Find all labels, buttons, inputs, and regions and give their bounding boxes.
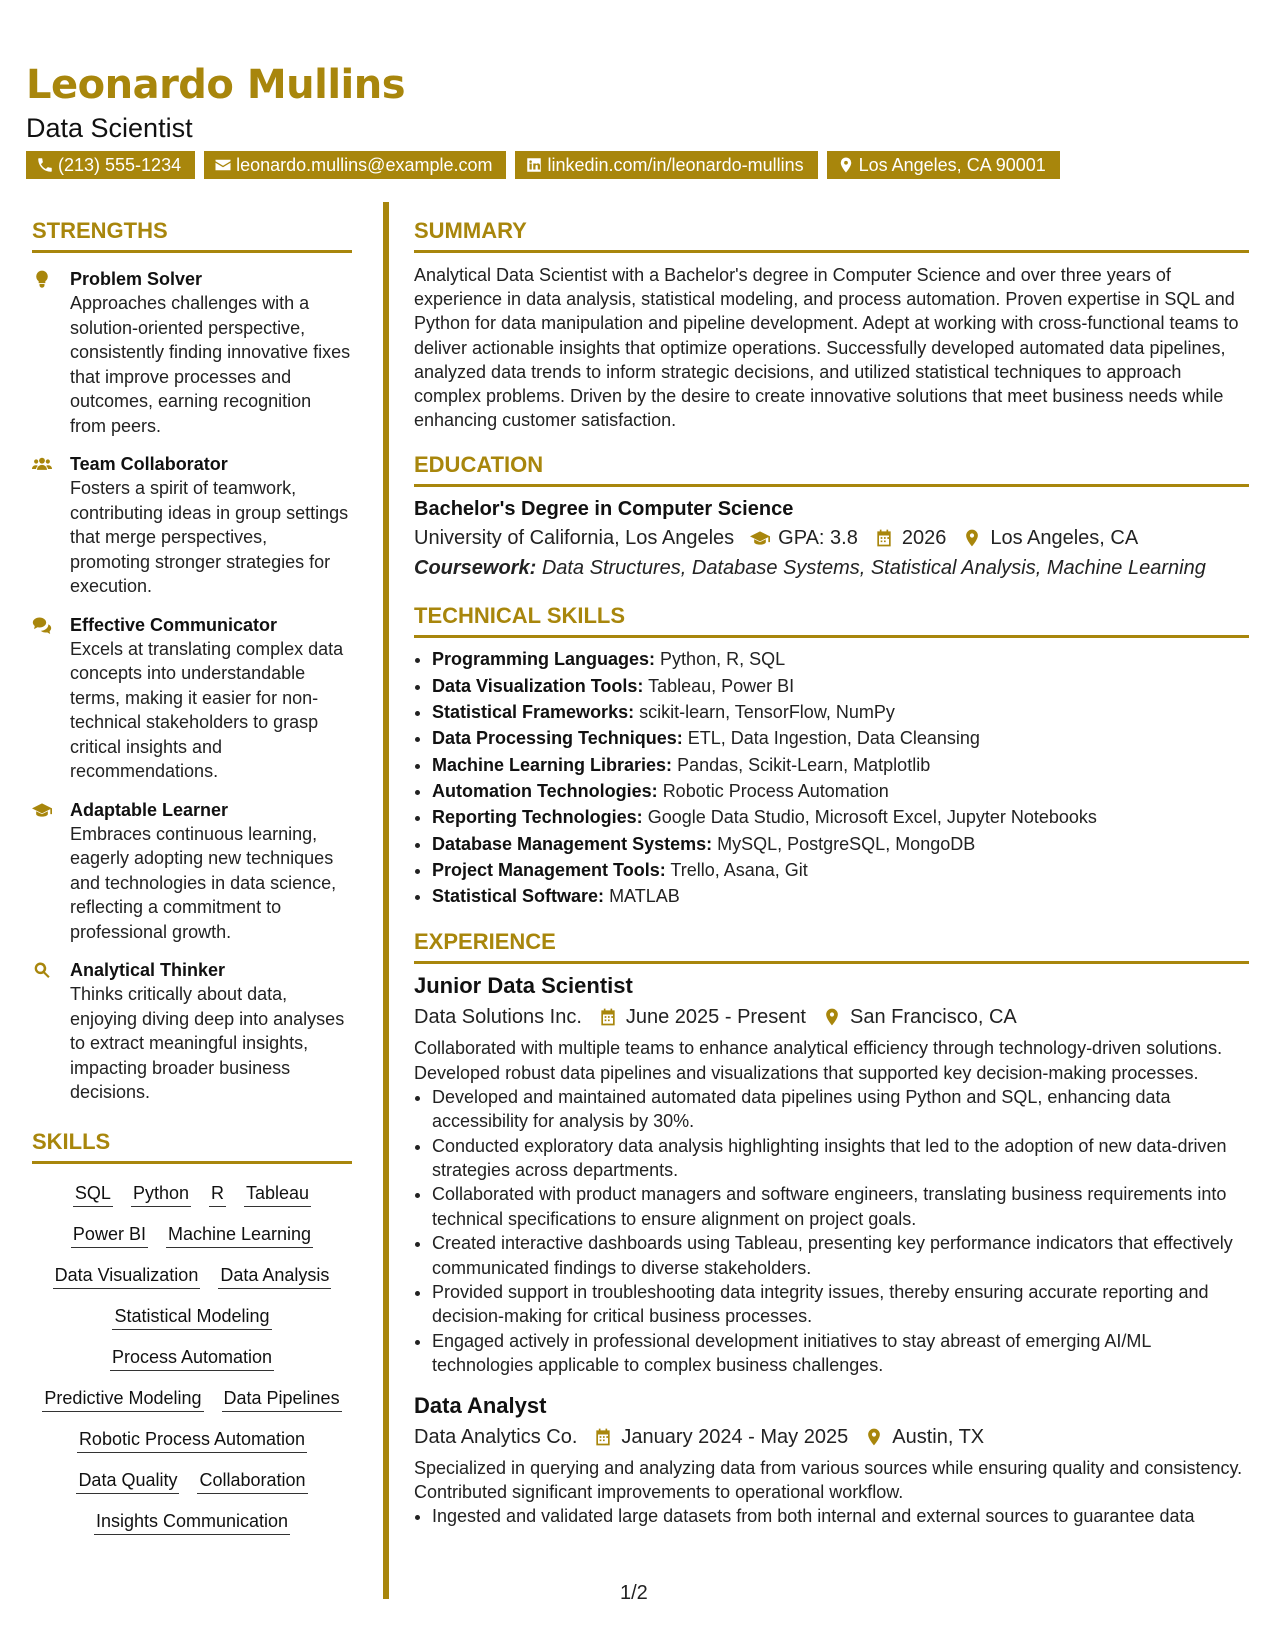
coursework-list: Data Structures, Database Systems, Statistical Analysis, Machine Learning: [541, 557, 1206, 580]
contact-linkedin[interactable]: [515, 151, 817, 179]
strength-description: Fosters a spirit of teamwork, contributing ideas in group settings that merge perspectives, promoting stronger strategies for execution.: [70, 478, 349, 596]
education-section: [414, 450, 1249, 583]
job-meta: [414, 1002, 1249, 1032]
list-item: • Data Visualization Tools: Tableau, Power BI: [432, 673, 1249, 699]
education-meta: [414, 523, 1249, 553]
experience-heading: EXPERIENCE: [414, 927, 1249, 964]
job-meta: [414, 1422, 1249, 1452]
contact-linkedin-text: linkedin.com/in/leonardo-mullins: [547, 155, 804, 175]
list-item: • Developed and maintained automated data pipelines using Python and SQL, enhancing data accessibility for analysis by 30%.: [432, 1085, 1249, 1134]
job-summary: Specialized in querying and analyzing data from various sources while ensuring quality and consistency. Contributed significant improvements to operational workflow.: [414, 1457, 1243, 1502]
summary-text: Analytical Data Scientist with a Bachelor's degree in Computer Science and over three years of experience in data analysis, statistical modeling, and process automation. Proven expertise in SQL and Python for data manipulation and pipeline development. Adept at working with cross-functional teams to deliver actionable insights that optimize operations. Successfully developed automated data pipelines, analyzed data trends to inform strategic decisions, and utilized statistical techniques to approach complex problems. Driven by the desire to create innovative solutions that meet business needs while enhancing customer satisfaction.: [414, 265, 1239, 431]
strength-title: Analytical Thinker: [70, 960, 226, 980]
skill-tag: Tableau: [244, 1180, 311, 1207]
coursework: [414, 553, 1249, 583]
graduation-cap-icon: [32, 800, 52, 820]
candidate-name: Leonardo Mullins: [26, 62, 406, 108]
job-title: Junior Data Scientist: [414, 973, 633, 999]
contact-email[interactable]: [204, 151, 506, 179]
phone-icon: [36, 156, 54, 174]
graduation-year: 2026: [901, 527, 947, 550]
skill-tag: Python: [131, 1180, 191, 1207]
job-bullets: [414, 1085, 1249, 1378]
strength-description: Excels at translating complex data concepts into understandable terms, making it easier for non-technical stakeholders to grasp critical insights and recommendations.: [70, 638, 344, 781]
strengths-heading: STRENGTHS: [32, 216, 352, 253]
list-item: • Statistical Software: MATLAB: [432, 883, 1249, 909]
left-column: [32, 216, 352, 1535]
search-icon: [32, 960, 52, 980]
job-dates: January 2024 - May 2025: [621, 1425, 849, 1448]
contact-phone-text: (213) 555-1234: [58, 155, 182, 175]
strength-title: Adaptable Learner: [70, 799, 229, 820]
skill-tag: Collaboration: [197, 1467, 307, 1494]
technical-skills-heading: TECHNICAL SKILLS: [414, 601, 1249, 638]
skill-tag: Power BI: [71, 1221, 148, 1248]
job-entry: [414, 1390, 1249, 1529]
right-column: [414, 216, 1249, 1528]
list-item: • Statistical Frameworks: scikit-learn, TensorFlow, NumPy: [432, 699, 1249, 725]
summary-heading: SUMMARY: [414, 216, 1249, 253]
contact-email-text: leonardo.mullins@example.com: [236, 155, 493, 175]
comments-icon: [32, 615, 52, 635]
strength-title: Problem Solver: [70, 269, 203, 289]
list-item: • Project Management Tools: Trello, Asana, Git: [432, 857, 1249, 883]
skill-tags: [32, 1180, 352, 1535]
skill-tag: Process Automation: [110, 1344, 274, 1371]
list-item: • Reporting Technologies: Google Data Studio, Microsoft Excel, Jupyter Notebooks: [432, 804, 1249, 830]
list-item: • Engaged actively in professional development initiatives to stay abreast of emerging AI/ML technologies applicable to complex business challenges.: [432, 1329, 1249, 1378]
experience-section: [414, 927, 1249, 1528]
skill-tag: Robotic Process Automation: [77, 1426, 307, 1453]
calendar-icon: [593, 1427, 613, 1447]
lightbulb-icon: [32, 269, 52, 289]
strength-item: [32, 613, 352, 784]
skill-tag: SQL: [73, 1180, 113, 1207]
school-name: University of California, Los Angeles: [414, 527, 735, 550]
contact-location-text: Los Angeles, CA 90001: [858, 155, 1046, 175]
company-name: Data Solutions Inc.: [414, 1006, 582, 1029]
calendar-icon: [598, 1007, 618, 1027]
strength-description: Approaches challenges with a solution-oriented perspective, consistently finding innovative fixes that improve processes and outcomes, earning recognition from peers.: [70, 293, 351, 436]
list-item: • Collaborated with product managers and software engineers, translating business requirements into technical specifications to ensure alignment on project goals.: [432, 1182, 1249, 1231]
resume-header: [26, 58, 1256, 179]
list-item: • Programming Languages: Python, R, SQL: [432, 646, 1249, 672]
strength-description: Thinks critically about data, enjoying diving deep into analyses to extract meaningful insights, impacting broader business decisions.: [70, 984, 345, 1102]
strength-item: [32, 452, 352, 599]
strength-item: [32, 267, 352, 438]
list-item: • Created interactive dashboards using Tableau, presenting key performance indicators that effectively communicated findings to diverse stakeholders.: [432, 1231, 1249, 1280]
summary-section: [414, 216, 1249, 432]
coursework-label: Coursework:: [414, 557, 537, 580]
candidate-title: Data Scientist: [26, 113, 193, 143]
skill-tag: R: [209, 1180, 226, 1207]
job-location: San Francisco, CA: [850, 1006, 1017, 1029]
envelope-icon: [214, 156, 232, 174]
strength-item: [32, 958, 352, 1105]
job-location: Austin, TX: [892, 1425, 985, 1448]
skill-tag: Data Quality: [76, 1467, 179, 1494]
education-heading: EDUCATION: [414, 450, 1249, 487]
strengths-section: [32, 216, 352, 1105]
skill-tag: Insights Communication: [94, 1508, 290, 1535]
column-divider: [383, 202, 389, 1599]
skill-tag: Statistical Modeling: [112, 1303, 271, 1330]
skills-heading: SKILLS: [32, 1127, 352, 1164]
skill-tag: Data Pipelines: [222, 1385, 342, 1412]
job-summary: Collaborated with multiple teams to enhance analytical efficiency through technology-driven solutions. Developed robust data pipelines and visualizations that supported key decision-making processes.: [414, 1038, 1223, 1083]
page-number: 1/2: [620, 1582, 648, 1604]
calendar-icon: [874, 528, 894, 548]
map-pin-icon: [822, 1007, 842, 1027]
technical-skills-list: [414, 646, 1249, 909]
degree-title: Bachelor's Degree in Computer Science: [414, 498, 794, 521]
job-bullets: [414, 1504, 1249, 1528]
contact-bar: [26, 151, 1256, 179]
company-name: Data Analytics Co.: [414, 1425, 578, 1448]
job-dates: June 2025 - Present: [625, 1006, 806, 1029]
graduation-cap-icon: [750, 528, 770, 548]
map-pin-icon: [864, 1427, 884, 1447]
skill-tag: Machine Learning: [166, 1221, 313, 1248]
list-item: • Machine Learning Libraries: Pandas, Scikit-Learn, Matplotlib: [432, 752, 1249, 778]
list-item: • Database Management Systems: MySQL, PostgreSQL, MongoDB: [432, 831, 1249, 857]
skill-tag: Data Visualization: [53, 1262, 201, 1289]
skill-tag: Predictive Modeling: [42, 1385, 203, 1412]
list-item: • Automation Technologies: Robotic Process Automation: [432, 778, 1249, 804]
map-pin-icon: [962, 528, 982, 548]
list-item: • Ingested and validated large datasets from both internal and external sources to guarantee data: [432, 1504, 1249, 1528]
strength-item: [32, 798, 352, 945]
school-location: Los Angeles, CA: [990, 527, 1139, 550]
skill-tag: Data Analysis: [218, 1262, 331, 1289]
map-pin-icon: [837, 156, 855, 174]
contact-location: [827, 151, 1060, 179]
users-icon: [32, 454, 52, 474]
list-item: • Conducted exploratory data analysis highlighting insights that led to the adoption of new data-driven strategies across departments.: [432, 1134, 1249, 1183]
technical-skills-section: [414, 601, 1249, 909]
strength-title: Team Collaborator: [70, 454, 228, 474]
strength-title: Effective Communicator: [70, 614, 278, 635]
contact-phone[interactable]: [26, 151, 195, 179]
job-title: Data Analyst: [414, 1392, 547, 1418]
job-entry: [414, 970, 1249, 1377]
list-item: • Data Processing Techniques: ETL, Data Ingestion, Data Cleansing: [432, 725, 1249, 751]
skills-section: [32, 1127, 352, 1535]
list-item: • Provided support in troubleshooting data integrity issues, thereby ensuring accurate reporting and decision-making for critical business processes.: [432, 1280, 1249, 1329]
strength-description: Embraces continuous learning, eagerly adopting new techniques and technologies in data science, reflecting a commitment to professional growth.: [70, 823, 337, 942]
linkedin-icon: [525, 156, 543, 174]
gpa: GPA: 3.8: [778, 527, 858, 550]
